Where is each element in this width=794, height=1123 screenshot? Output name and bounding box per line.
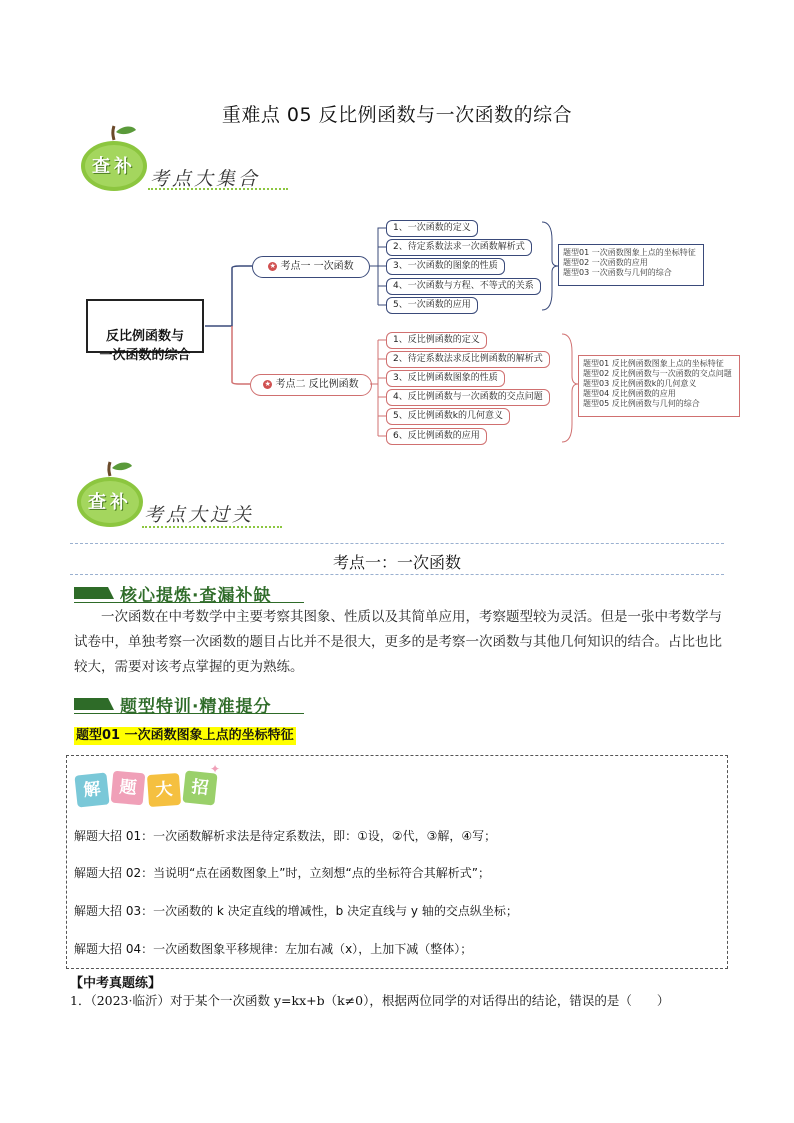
branch2-item: 4、反比例函数与一次函数的交点问题 bbox=[386, 389, 550, 406]
type-item: 题型02 反比例函数与一次函数的交点问题 bbox=[583, 369, 732, 378]
intro-paragraph: 一次函数在中考数学中主要考察其图象、性质以及其简单应用，考察题型较为灵活。但是一张中考数学与试卷中，单独考察一次函数的题目占比并不是很大，更多的是考察一次函数与其他几何知识的结合。占比也比较大，需要对该考点掌握的更为熟练。 bbox=[74, 609, 722, 675]
type-item: 题型04 反比例函数的应用 bbox=[583, 389, 676, 398]
section-divider-bottom bbox=[70, 574, 724, 575]
type-item: 题型01 反比例函数图象上点的坐标特征 bbox=[583, 359, 724, 368]
section-title: 考点一：一次函数 bbox=[332, 553, 461, 572]
branch2-item: 5、反比例函数k的几何意义 bbox=[386, 408, 510, 425]
branch2-label: 考点二 反比例函数 bbox=[275, 379, 359, 390]
tips-badge-char: 大 bbox=[147, 773, 181, 807]
root-label: 反比例函数与 一次函数的综合 bbox=[99, 329, 191, 363]
sparkle-icon: ✦ bbox=[210, 762, 221, 776]
section-divider-top bbox=[70, 543, 724, 544]
type-item: 题型03 反比例函数k的几何意义 bbox=[583, 379, 697, 388]
head-marker-icon bbox=[74, 694, 114, 714]
head-underline bbox=[74, 602, 304, 603]
branch1-types-box bbox=[558, 244, 704, 286]
type-item: 题型02 一次函数的应用 bbox=[563, 258, 648, 267]
branch1-item: 3、一次函数的图象的性质 bbox=[386, 258, 505, 275]
branch2-types-box bbox=[578, 355, 740, 417]
branch1-item: 1、一次函数的定义 bbox=[386, 220, 478, 237]
tip-item: 解题大招 01：一次函数解析求法是待定系数法，即：①设，②代，③解，④写； bbox=[74, 829, 497, 843]
question-1: 1．（2023·临沂）对于某个一次函数 y=kx+b（k≠0），根据两位同学的对话得出的结论，错误的是（ ） bbox=[70, 993, 670, 1008]
head2-text: 题型特训·精准提分 bbox=[120, 697, 272, 717]
branch1-item: 2、待定系数法求一次函数解析式 bbox=[386, 239, 532, 256]
branch1-item: 4、一次函数与方程、不等式的关系 bbox=[386, 278, 541, 295]
star-icon: ★ bbox=[269, 261, 276, 270]
branch-node-2 bbox=[250, 374, 372, 396]
tip-item: 解题大招 02：当说明“点在函数图象上”时，立刻想“点的坐标符合其解析式”； bbox=[74, 866, 490, 880]
badge-kaodian-jihe bbox=[78, 122, 288, 192]
head-marker-icon bbox=[74, 583, 114, 603]
star-icon: ★ bbox=[264, 379, 271, 388]
badge-kaodian-guoguan bbox=[74, 458, 284, 530]
branch2-item: 1、反比例函数的定义 bbox=[386, 332, 487, 349]
head1-text: 核心提炼·查漏补缺 bbox=[120, 586, 272, 606]
tip-item: 解题大招 03：一次函数的 k 决定直线的增减性，b 决定直线与 y 轴的交点纵坐标； bbox=[74, 904, 518, 918]
branch1-item: 5、一次函数的应用 bbox=[386, 297, 478, 314]
apple-text: 查补 bbox=[88, 492, 132, 513]
tips-badge bbox=[76, 762, 226, 810]
branch2-item: 3、反比例函数图象的性质 bbox=[386, 370, 505, 387]
branch-node-1 bbox=[252, 256, 370, 278]
badge-label: 考点大集合 bbox=[150, 168, 261, 190]
branch2-item: 2、待定系数法求反比例函数的解析式 bbox=[386, 351, 550, 368]
tip-item: 解题大招 04：一次函数图象平移规律：左加右减（x），上加下减（整体）； bbox=[74, 942, 473, 956]
tips-badge-char: 解 bbox=[74, 772, 109, 807]
type-label: 题型01 一次函数图象上点的坐标特征 bbox=[76, 728, 294, 743]
apple-text: 查补 bbox=[92, 156, 136, 177]
exam-label: 【中考真题练】 bbox=[70, 976, 162, 991]
document-title: 重难点 05 反比例函数与一次函数的综合 bbox=[221, 104, 573, 126]
section-head-1 bbox=[74, 579, 724, 605]
head-underline bbox=[74, 713, 304, 714]
branch1-label: 考点一 一次函数 bbox=[280, 261, 354, 272]
tips-badge-char: 题 bbox=[111, 771, 146, 806]
badge-underline bbox=[148, 188, 288, 190]
branch2-item: 6、反比例函数的应用 bbox=[386, 428, 487, 445]
type-item: 题型05 反比例函数与几何的综合 bbox=[583, 399, 700, 408]
badge-underline bbox=[142, 526, 282, 528]
mindmap-root bbox=[86, 299, 204, 363]
type-item: 题型01 一次函数图象上点的坐标特征 bbox=[563, 248, 696, 257]
section-head-2 bbox=[74, 690, 724, 716]
tips-badge-char: 招 bbox=[182, 770, 217, 805]
type-item: 题型03 一次函数与几何的综合 bbox=[563, 268, 672, 277]
badge-label: 考点大过关 bbox=[144, 504, 255, 526]
